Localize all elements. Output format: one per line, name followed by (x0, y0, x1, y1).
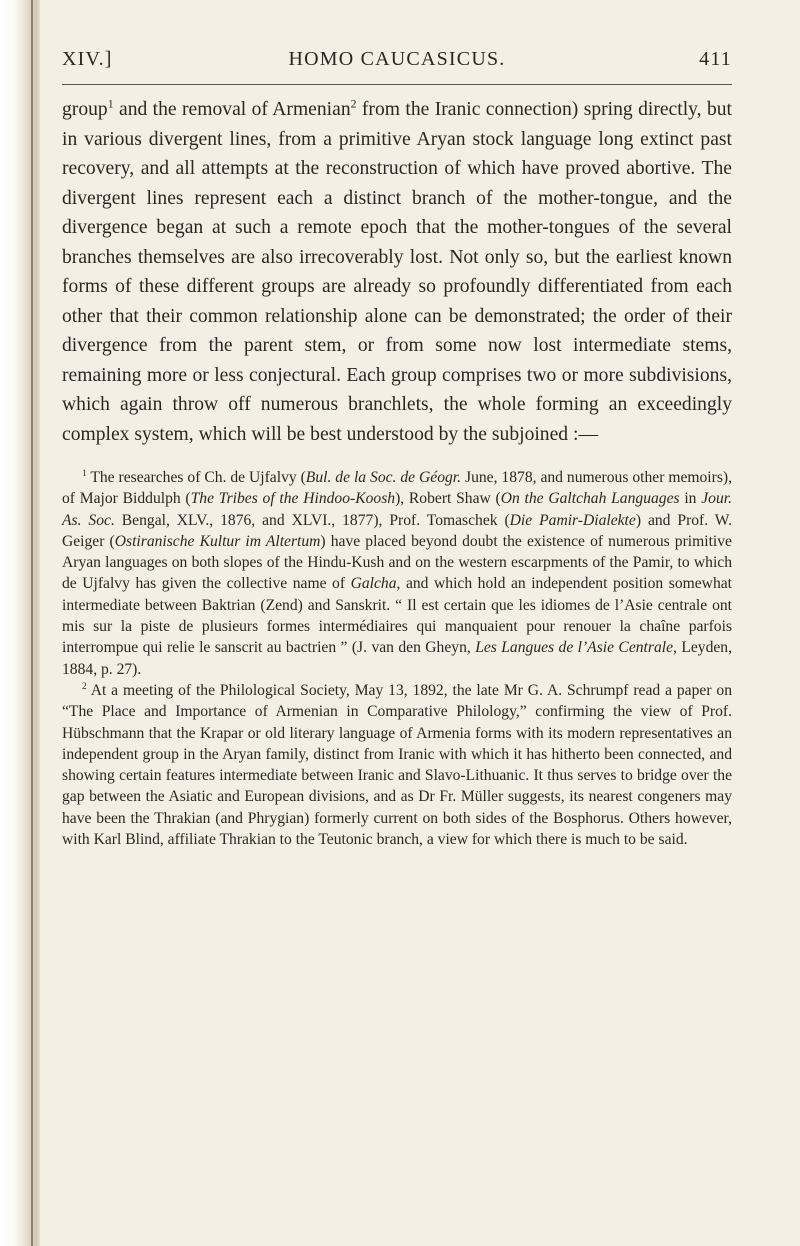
text-run: from the Iranic connection) spring directly, but in various divergent lines, from a primitive Aryan stock language long extinct past recovery, and all attempts at the reconstruction of which have proved abortive. The divergent lines represent each a distinct branch of the mother-tongue, and the divergence began at such a remote epoch that the mother-tongues of the several branches themselves are also irrecoverably lost. Not only so, but the earliest known forms of these different groups are already so profoundly differentiated from each other that their common relationship alone can be demonstrated; the order of their divergence from the parent stem, or from some now lost intermediate stems, remaining more or less conjectural. Each group comprises two or more subdivisions, which again throw off numerous branchlets, the whole forming an exceedingly complex system, which will be best understood by the subjoined :— (62, 99, 732, 445)
text-run: and the removal of Armenian (113, 99, 351, 120)
page-number: 411 (699, 48, 732, 70)
running-title: HOMO CAUCASICUS. (288, 48, 506, 70)
book-binding-shadow (0, 0, 40, 1246)
footnote-1 (62, 467, 732, 680)
citation-title: Jour. As. Soc. (62, 490, 732, 529)
footnote-2 (62, 680, 732, 850)
footnote-number: 2 (82, 681, 87, 692)
running-header (62, 48, 732, 85)
citation-title: Ostiranische Kultur im Altertum (114, 532, 321, 550)
footnote-number: 1 (82, 468, 87, 479)
citation-title: On the Galtchah Languages (500, 490, 680, 508)
footnote-ref-2: 2 (350, 97, 357, 111)
citation-title: Galcha (350, 575, 397, 593)
text-run: At a meeting of the Philological Society, May 13, 1892, the late Mr G. A. Schrumpf read a paper on “The Place and Importance of Armenian in Comparative Philology,” confirming the view of Prof. Hübschmann that the Krapar or old literary language of Armenia forms with its modern representatives an independent group in the Aryan family, distinct from Iranic with which it has hitherto been connected, and showing certain features intermediate between Iranic and Slavo-Lithuanic. It thus serves to bridge over the gap between the Asiatic and European divisions, and as Dr Fr. Müller suggests, its nearest congeners may have been the Thrakian (and Phrygian) formerly current on both sides of the Bosphorus. Others however, with Karl Blind, affiliate Thrakian to the Teutonic branch, a view for which there is much to be said. (62, 681, 732, 849)
book-page (62, 48, 732, 850)
footnotes (62, 467, 732, 850)
text-run: The researches of Ch. de Ujfalvy ( (86, 469, 306, 486)
binding-edge-line (31, 0, 33, 1246)
citation-title: Die Pamir-Dialekte (509, 511, 636, 529)
text-run: June, 1878, and numerous other memoirs), of Major Biddulph ( (62, 469, 732, 508)
text-run: , Leyden, 1884, p. 27). (62, 639, 732, 678)
text-run: ) have placed beyond doubt the existence of numerous primitive Aryan languages on both slopes of the Hindu-Kush and on the western escarpments of the Pamir, to which de Ujfalvy has given the collective name of (62, 532, 732, 593)
main-paragraph (62, 95, 732, 449)
paragraph (62, 95, 732, 449)
text-run: group (62, 99, 108, 120)
text-run: in (679, 490, 702, 508)
footnote-ref-1: 1 (107, 97, 114, 111)
text-run: , and which hold an independent position somewhat intermediate between Baktrian (Zend) and Sanskrit. “ Il est certain que les idiomes de l’Asie centrale ont mis sur la piste de plusieurs formes intermédiaires qui manquaient pour renouer la chaîne parfois interrompue qui relie le sanscrit au bactrien ” (J. van den Gheyn, (62, 575, 732, 657)
chapter-number: XIV.] (62, 48, 113, 70)
text-run: ), Robert Shaw ( (395, 490, 501, 508)
citation-title: Bul. de la Soc. de Géogr. (305, 469, 462, 486)
citation-title: Les Langues de l’Asie Centrale (475, 639, 674, 657)
text-run: Bengal, XLV., 1876, and XLVI., 1877), Prof. Tomaschek ( (114, 511, 510, 529)
citation-title: The Tribes of the Hindoo-Koosh (190, 490, 396, 508)
text-run: ) and Prof. W. Geiger ( (62, 511, 732, 550)
